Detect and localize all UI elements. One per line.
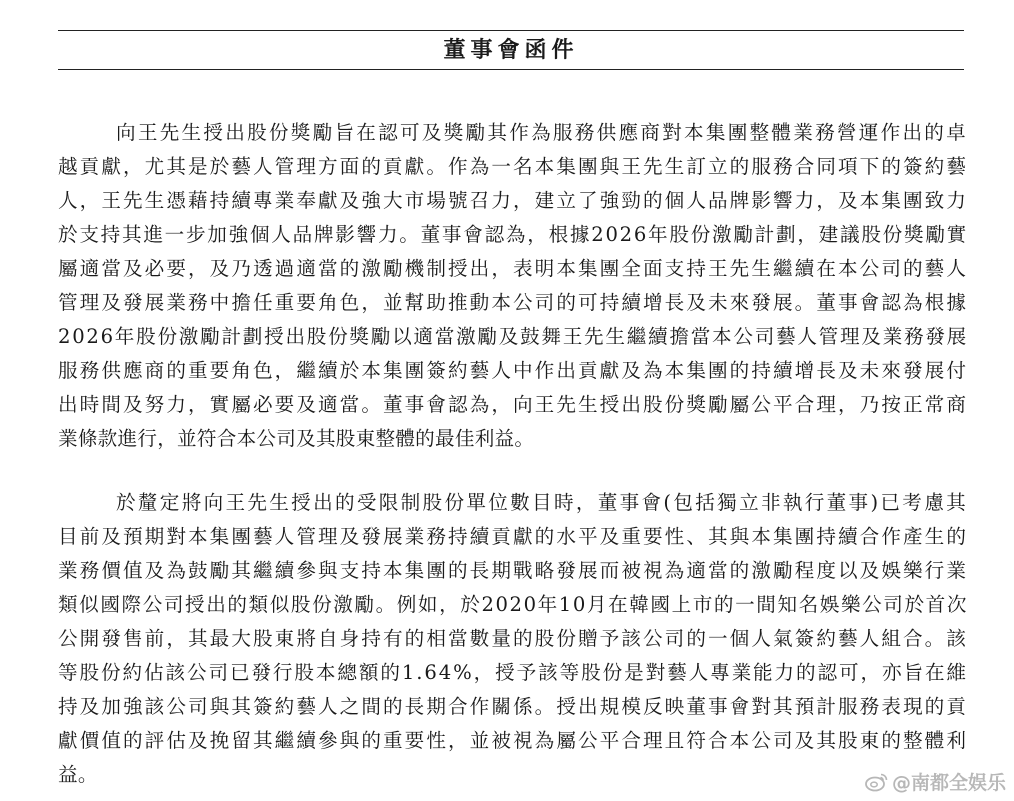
text-line: 越貢獻，尤其是於藝人管理方面的貢獻。作為一名本集團與王先生訂立的服務合同項下的簽約藝 bbox=[58, 155, 968, 178]
paragraph-2 bbox=[58, 486, 968, 792]
text-line: 益。 bbox=[58, 763, 98, 786]
paragraph-1 bbox=[58, 116, 968, 456]
text-line: 等股份約佔該公司已發行股本總額的1.64%，授予該等股份是對藝人專業能力的認可，亦旨在維 bbox=[58, 661, 968, 684]
page-title: 董事會函件 bbox=[443, 37, 579, 63]
text-line: 於釐定將向王先生授出的受限制股份單位數目時，董事會(包括獨立非執行董事)已考慮其 bbox=[116, 491, 968, 514]
weibo-icon bbox=[865, 772, 889, 792]
text-line: 業條款進行，並符合本公司及其股東整體的最佳利益。 bbox=[58, 427, 535, 450]
text-line: 目前及預期對本集團藝人管理及發展業務持續貢獻的水平及重要性、其與本集團持續合作產生的 bbox=[58, 525, 968, 548]
text-line: 2026年股份激勵計劃授出股份獎勵以適當激勵及鼓舞王先生繼續擔當本公司藝人管理及業務發展 bbox=[58, 325, 968, 348]
watermark bbox=[865, 768, 1006, 795]
text-line: 於支持其進一步加強個人品牌影響力。董事會認為，根據2026年股份激勵計劃，建議股份獎勵實 bbox=[58, 223, 968, 246]
text-line: 獻價值的評估及挽留其繼續參與的重要性，並被視為屬公平合理且符合本公司及其股東的整體利 bbox=[58, 729, 968, 752]
watermark-text: @南都全娱乐 bbox=[891, 772, 1006, 794]
text-line: 向王先生授出股份獎勵旨在認可及獎勵其作為服務供應商對本集團整體業務營運作出的卓 bbox=[116, 121, 968, 144]
text-line: 出時間及努力，實屬必要及適當。董事會認為，向王先生授出股份獎勵屬公平合理，乃按正常商 bbox=[58, 393, 968, 416]
header-bottom-rule bbox=[58, 69, 964, 70]
text-line: 管理及發展業務中擔任重要角色，並幫助推動本公司的可持續增長及未來發展。董事會認為根據 bbox=[58, 291, 968, 314]
text-line: 屬適當及必要，及乃透過適當的激勵機制授出，表明本集團全面支持王先生繼續在本公司的藝人 bbox=[58, 257, 968, 280]
text-line: 持及加強該公司與其簽約藝人之間的長期合作關係。授出規模反映董事會對其預計服務表現的貢 bbox=[58, 695, 968, 718]
header-top-rule bbox=[58, 30, 964, 31]
text-line: 類似國際公司授出的類似股份激勵。例如，於2020年10月在韓國上市的一間知名娛樂公司於首次 bbox=[58, 593, 968, 616]
text-line: 服務供應商的重要角色，繼續於本集團簽約藝人中作出貢獻及為本集團的持續增長及未來發展付 bbox=[58, 359, 968, 382]
text-line: 人，王先生憑藉持續專業奉獻及強大市場號召力，建立了強勁的個人品牌影響力，及本集團致力 bbox=[58, 189, 968, 212]
text-line: 業務價值及為鼓勵其繼續參與支持本集團的長期戰略發展而被視為適當的激勵程度以及娛樂行業 bbox=[58, 559, 968, 582]
text-line: 公開發售前，其最大股東將自身持有的相當數量的股份贈予該公司的一個人氣簽約藝人組合。該 bbox=[58, 627, 968, 650]
